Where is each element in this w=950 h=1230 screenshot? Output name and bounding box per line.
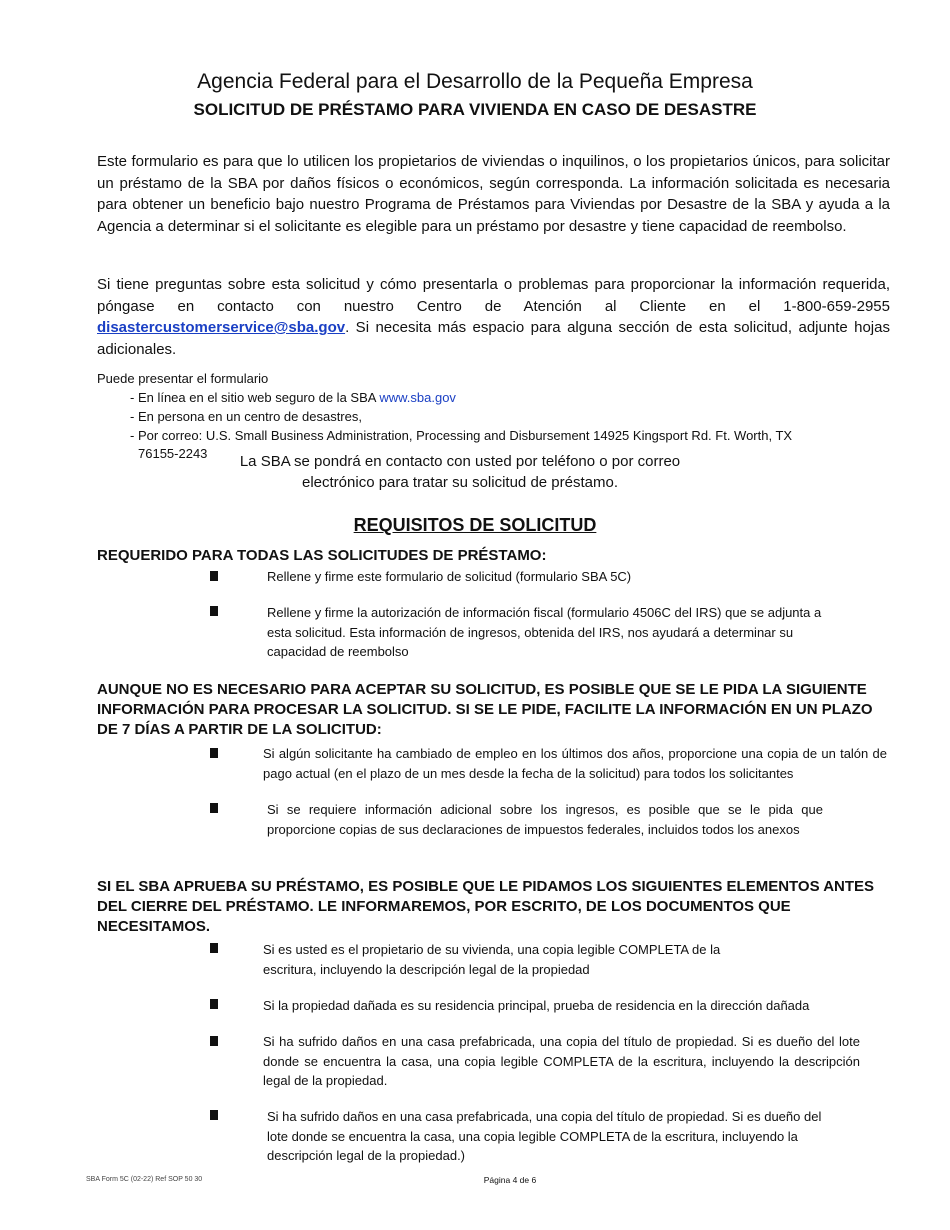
submission-in-person: - En persona en un centro de desastres, [130, 409, 362, 424]
bullet-icon [210, 999, 218, 1009]
requirements-title: REQUISITOS DE SOLICITUD [353, 515, 597, 535]
submission-online [130, 388, 456, 407]
intro-paragraph-1: Este formulario es para que lo utilicen los propietarios de viviendas o inquilinos, o los propietarios únicos, para solicitar un préstamo de la SBA por daños físicos o económicos, según corresponda. La información solicitada es necesaria para obtener un beneficio bajo nuestro Programa de Préstamos para Viviendas por Desastre de la SBA y ayuda a la Agencia a determinar si el solicitante es elegible para un préstamo por desastre y tiene capacidad de reembolso. [97, 153, 890, 235]
optional-heading: AUNQUE NO ES NECESARIO PARA ACEPTAR SU SOLICITUD, ES POSIBLE QUE SE LE PIDA LA SIGUIENTE INFORMACIÓN PARA PROCESAR LA SOLICITUD. SI SE LE PIDE, FACILITE LA INFORMACIÓN EN UN PLAZO DE 7 DÍAS A PARTIR DE LA SOLICITUD: [97, 681, 873, 738]
optional-item-1: Si algún solicitante ha cambiado de empleo en los últimos dos años, proporcione una copia de un talón de pago actual (en el plazo de un mes desde la fecha de la solicitud) para todos los solicitantes [263, 746, 887, 781]
bullet-icon [210, 943, 218, 953]
optional-item-2: Si se requiere información adicional sobre los ingresos, es posible que se le pida que proporcione copias de sus declaraciones de impuestos federales, incluidos todos los anexos [267, 802, 823, 837]
submission-online-label: - En línea en el sitio web seguro de la SBA [130, 390, 380, 405]
submission-by-mail: - Por correo: U.S. Small Business Administration, Processing and Disbursement 14925 Kingsport Rd. Ft. Worth, TX [130, 428, 793, 443]
submission-heading: Puede presentar el formulario [97, 371, 269, 386]
bullet-icon [210, 1036, 218, 1046]
form-title: SOLICITUD DE PRÉSTAMO PARA VIVIENDA EN CASO DE DESASTRE [193, 100, 757, 119]
intro-paragraph-2-start: Si tiene preguntas sobre esta solicitud y cómo presentarla o problemas para proporcionar la información requerida, póngase en contacto con nuestro Centro de Atención al Cliente en el 1-800-659-2955 [97, 276, 890, 315]
email-link[interactable]: disastercustomerservice@sba.gov [97, 319, 346, 336]
intro-paragraph-2 [97, 274, 890, 360]
form-reference: SBA Form 5C (02-22) Ref SOP 50 30 [86, 1176, 203, 1183]
bullet-icon [210, 748, 218, 758]
contact-note [140, 451, 780, 493]
bullet-icon [210, 571, 218, 581]
approval-item-2: Si la propiedad dañada es su residencia principal, prueba de residencia en la dirección dañada [263, 998, 810, 1013]
approval-item-3: Si ha sufrido daños en una casa prefabricada, una copia del título de propiedad. Si es dueño del lote donde se encuentra la casa, una copia legible COMPLETA de la escritura, incluyendo la descripción legal de la propiedad. [263, 1034, 860, 1088]
bullet-icon [210, 606, 218, 616]
intro-paragraph-2-end: . Si necesita más espacio para alguna sección de esta solicitud, adjunte hojas adicionales. [97, 319, 890, 358]
agency-title: Agencia Federal para el Desarrollo de la Pequeña Empresa [197, 70, 753, 93]
contact-note-line1: La SBA se pondrá en contacto con usted por teléfono o por correo [239, 453, 681, 470]
approval-heading: SI EL SBA APRUEBA SU PRÉSTAMO, ES POSIBLE QUE LE PIDAMOS LOS SIGUIENTES ELEMENTOS ANTES DEL CIERRE DEL PRÉSTAMO. LE INFORMAREMOS, POR ESCRITO, DE LOS DOCUMENTOS QUE NECESITAMOS. [97, 878, 875, 935]
approval-item-4: Si ha sufrido daños en una casa prefabricada, una copia del título de propiedad. Si es dueño del lote donde se encuentra la casa, una copia legible COMPLETA de la escritura, incluyendo la descripción legal de la propiedad.) [267, 1109, 822, 1163]
bullet-icon [210, 1110, 218, 1120]
submission-zip: 76155-2243 [138, 446, 208, 461]
required-item-1: Rellene y firme este formulario de solicitud (formulario SBA 5C) [267, 569, 632, 584]
approval-item-1: Si es usted es el propietario de su vivienda, una copia legible COMPLETA de la escritura, incluyendo la descripción legal de la propiedad [263, 942, 721, 977]
sba-website-link[interactable]: www.sba.gov [379, 390, 456, 405]
bullet-icon [210, 803, 218, 813]
contact-note-line2: electrónico para tratar su solicitud de préstamo. [302, 474, 618, 491]
page-number: Página 4 de 6 [483, 1175, 537, 1185]
required-heading: REQUERIDO PARA TODAS LAS SOLICITUDES DE PRÉSTAMO: [97, 547, 547, 564]
required-item-2: Rellene y firme la autorización de información fiscal (formulario 4506C del IRS) que se adjunta a esta solicitud. Esta información de ingresos, obtenida del IRS, nos ayudará a determinar su capacidad de reembolso [267, 605, 822, 659]
